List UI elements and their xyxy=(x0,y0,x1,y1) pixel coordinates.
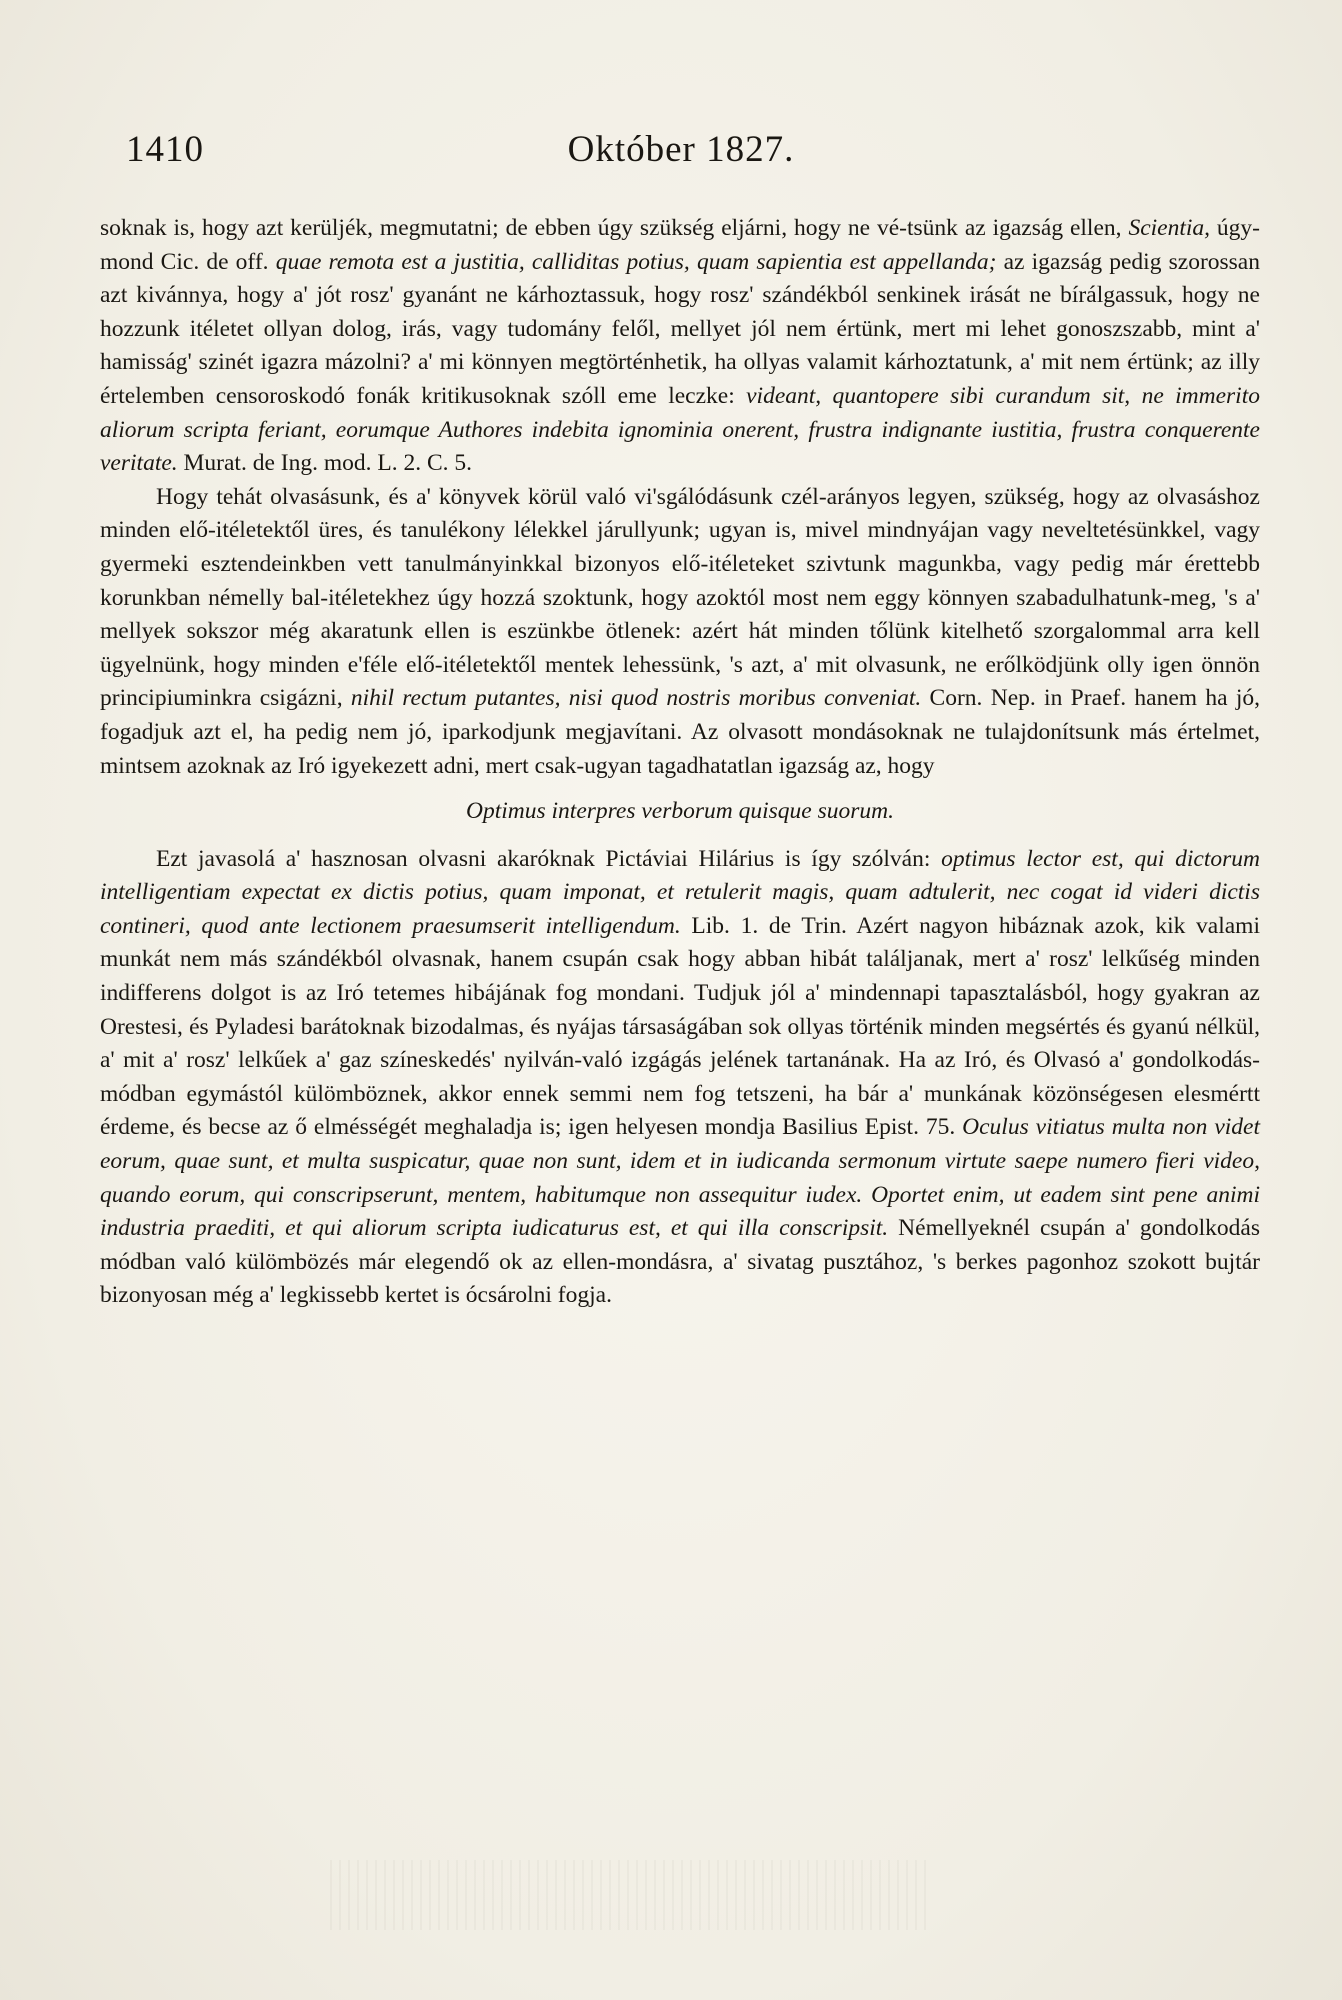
latin-citation: Oculus vitiatus multa non videt eorum, quae sunt, et multa suspicatur, quae non sunt, idem et in iudicanda sermonum virtute saepe numero fieri video, quando eorum, qui conscripserunt, mentem, habitumque non assequitur iudex. Oportet enim, ut eadem sint pene animi industria praediti, et qui aliorum scripta iudicaturus est, et qui illa conscripsit. xyxy=(100,1114,1260,1242)
latin-citation: optimus lector est, qui dictorum intelligentiam expectat ex dictis potius, quam imponat, et retulerit magis, quam adtulerit, nec cogat id videri dictis contineri, quod ante lectionem praesumserit intelligendum. xyxy=(100,845,1260,939)
paper-blemish xyxy=(330,1860,930,1930)
text-run: Lib. 1. de Trin. Azért nagyon hibáznak azok, kik valami munkát nem más szándékból olvasnak, hanem csupán csak hogy abban hibát találjanak, mert a' rosz' lelkűség minden indifferens dolgot is az Iró tetemes hibájának fog mondani. Tudjuk jól a' mindennapi tapasztalásból, hogy gyakran az Orestesi, és Pyladesi barátoknak bizodalmas, és nyájas társaságában sok ollyas történik minden megsértés és gyanú nélkül, a' mit a' rosz' lelkűek a' gaz színeskedés' nyilván-való izgágás jelének tartanának. Ha az Iró, és Olvasó a' gondolkodás-módban egymástól külömböznek, akkor ennek semmi nem fog tetszeni, ha bár a' munkának közönségesen elesmértt érdeme, és becse az ő elmésségét meghaladja is; igen helyesen mondja Basilius Epist. 75. xyxy=(100,912,1260,1141)
text-run: Némellyeknél csupán a' gondolkodás módban való külömbözés már elegendő ok az ellen-mondásra, a' sivatag pusztához, 's berkes pagonhoz szokott bujtár bizonyosan még a' legkissebb kertet is ócsárolni fogja. xyxy=(100,1215,1261,1309)
page-number: 1410 xyxy=(126,129,204,170)
verse-quote: Optimus interpres verborum quisque suorum. xyxy=(466,798,894,825)
text-run: úgy-mond Cic. de off. xyxy=(100,215,1260,275)
paragraph-1 xyxy=(100,212,1260,481)
text-run: soknak is, hogy azt kerüljék, megmutatni; de ebben úgy szükség eljárni, hogy ne vé-tsünk az igazság ellen, xyxy=(100,215,1129,241)
latin-citation: videant, quantopere sibi curandum sit, ne immerito aliorum scripta feriant, eorumque Authores indebita ignominia onerent, frustra indignante iustitia, frustra conquerente veritate. xyxy=(100,382,1260,477)
body-text xyxy=(100,212,1260,1313)
text-run: Corn. Nep. in Praef. hanem ha jó, fogadjuk azt el, ha pedig nem jó, iparkodjunk megjavítani. Az olvasott mondásoknak ne tulajdonítsunk más értelmet, mintsem azoknak az Iró igyekezett adni, mert csak-ugyan tagadhatatlan igazság az, hogy xyxy=(100,685,1260,779)
latin-citation: nihil rectum putantes, nisi quod nostris moribus conveniat. xyxy=(350,685,922,712)
latin-citation: quae remota est a justitia, calliditas potius, quam sapientia est appellanda; xyxy=(275,248,997,275)
running-head: Október 1827. xyxy=(567,129,795,170)
latin-citation: Scientia, xyxy=(1128,215,1211,241)
text-run: Hogy tehát olvasásunk, és a' könyvek körül való vi'sgálódásunk czél-arányos legyen, szükség, hogy az olvasáshoz minden elő-itéletektől üres, és tanulékony lélekkel járullyunk; ugyan is, mivel mindnyájan vagy neveltetésünkkel, vagy gyermeki esztendeinkben vett tanulmányinkkal bizonyos elő-itéleteket szivtunk magunkba, vagy pedig már érettebb korunkban némelly bal-itéletekhez úgy hozzá szoktunk, hogy azoktól most nem eggy könnyen szabadulhatunk-meg, 's a' mellyek sokszor még akaratunk ellen is eszünkbe ötlenek: azért hát minden tőlünk kitelhető szorgalommal arra kell ügyelnünk, hogy minden e'féle elő-itéletektől mentek lehessünk, 's azt, a' mit olvasunk, ne erőlködjünk olly igen önnön principiuminkra csigázni, xyxy=(100,483,1260,712)
text-run: Ezt javasolá a' hasznosan olvasni akaróknak Pictáviai Hilárius is így szólván: xyxy=(156,845,942,872)
text-run: Murat. de Ing. mod. L. 2. C. 5. xyxy=(177,450,473,477)
paragraph-3 xyxy=(100,843,1260,1313)
paragraph-2 xyxy=(100,481,1260,783)
text-run: az igazság pedig szorossan azt kivánnya, hogy a' jót rosz' gyanánt ne kárhoztassuk, hogy rosz' szándékból senkinek irását ne bírálgassuk, hogy ne hozzunk itéletet ollyan dolog, irás, vagy tudomány felől, mellyet jól nem értünk, mert mi lehet gonoszszabb, mint a' hamisság' szinét igazra mázolni? a' mi könnyen megtörténhetik, ha ollyas valamit kárhoztatunk, a' mit nem értünk; az illy értelemben censoroskodó fonák kritikusoknak szóll eme leczke: xyxy=(100,248,1260,409)
page-header xyxy=(126,128,1236,178)
